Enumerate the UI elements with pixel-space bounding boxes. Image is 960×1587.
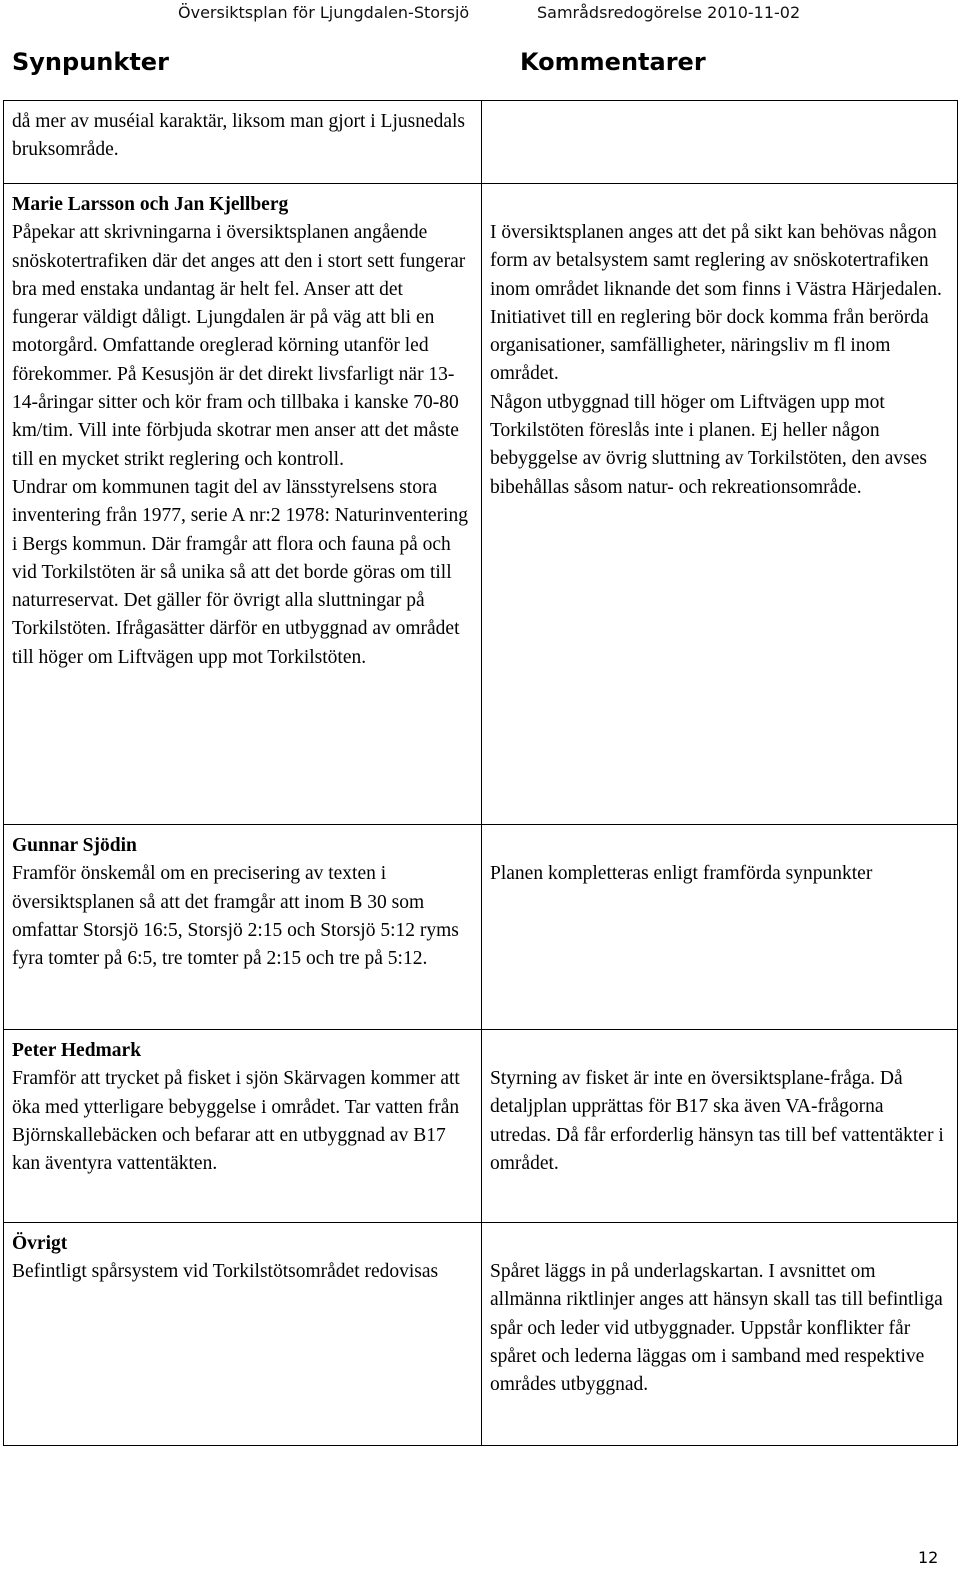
synpunkt-cell [4,1030,482,1223]
remarks-table [3,100,958,1446]
kommentar-cell [482,825,958,1030]
synpunkt-cell [4,1223,482,1446]
kommentar-cell [482,184,958,825]
kommentar-cell [482,101,958,184]
table-row [4,1030,958,1223]
table-row [4,184,958,825]
kommentar-cell [482,1223,958,1446]
kommentar-text: Spåret läggs in på underlagskartan. I avsnittet om allmänna riktlinjer anges att hänsyn skall tas till befintliga spår och leder vid utbyggnader. Uppstår konflikter får spåret och lederna läggas om i samband med respektive områdes utbyggnad. [490,1261,943,1396]
synpunkt-text: Befintligt spårsystem vid Torkilstötsområdet redovisas [12,1261,439,1283]
synpunkt-cell [4,184,482,825]
kommentar-text: Planen kompletteras enligt framförda synpunkter [490,863,873,884]
kommentar-text: Någon utbyggnad till höger om Liftvägen upp mot Torkilstöten föreslås inte i planen. Ej heller någon bebyggelse av övrig sluttning av Torkilstöten, den avses bibehållas såsom natur- och rekreationsområde. [490,391,927,498]
table-row [4,1223,958,1446]
kommentar-cell [482,1030,958,1223]
synpunkter-heading: Synpunkter [12,48,169,76]
respondent-name: Gunnar Sjödin [12,835,137,856]
synpunkt-cell [4,825,482,1030]
respondent-name: Peter Hedmark [12,1040,142,1061]
synpunkt-text: Undrar om kommunen tagit del av länsstyrelsens stora inventering från 1977, serie A nr:2 1978: Naturinventering i Bergs kommun. Där framgår att flora och fauna på och vid Torkilstöten är så unika så att det borde göras om till naturreservat. Det gäller för övrigt alla sluttningar på Torkilstöten. Ifrågasätter därför en utbyggnad av området till höger om Liftvägen upp mot Torkilstöten. [12,476,468,668]
synpunkt-text: då mer av muséial karaktär, liksom man gjort i Ljusnedals bruksområde. [12,111,466,161]
respondent-name: Marie Larsson och Jan Kjellberg [12,194,289,215]
kommentarer-heading: Kommentarer [520,48,706,76]
synpunkt-text: Framför att trycket på fisket i sjön Skärvagen kommer att öka med ytterligare bebyggelse i området. Tar vatten från Björnskallebäcken och befarar att en utbyggnad av B17 kan äventyra vattentäkten. [12,1068,460,1175]
synpunkt-cell [4,101,482,184]
table-row [4,101,958,184]
kommentar-text: Styrning av fisket är inte en översiktsplane-fråga. Då detaljplan upprättas för B17 ska även VA-frågorna utredas. Då får erforderlig hänsyn tas till bef vattentäkter i området. [490,1068,944,1174]
page-number: 12 [918,1548,939,1567]
table-row [4,825,958,1030]
synpunkt-text: Påpekar att skrivningarna i översiktsplanen angående snöskotertrafiken där det anges att den i stort sett fungerar bra med enstaka undantag är helt fel. Anser att det fungerar väldigt dåligt. Ljungdalen är på väg att bli en motorgård. Omfattande oreglerad körning utanför led förekommer. På Kesusjön är det direkt livsfarligt när 13-14-åringar sitter och kör fram och tillbaka i kanske 70-80 km/tim. Vill inte förbjuda skotrar men anser att det måste till en mycket strikt reglering och kontroll. [12,222,466,470]
kommentar-text: I översiktsplanen anges att det på sikt kan behövas någon form av betalsystem samt reglering av snöskotertrafiken inom området liknande det som finns i Västra Härjedalen. Initiativet till en reglering bör dock komma från berörda organisationer, samfälligheter, näringsliv m fl inom området. [490,222,942,385]
synpunkt-text: Framför önskemål om en precisering av texten i översiktsplanen så att det framgår att inom B 30 som omfattar Storsjö 16:5, Storsjö 2:15 och Storsjö 5:12 ryms fyra tomter på 6:5, tre tomter på 2:15 och tre på 5:12. [12,863,459,970]
document-title: Översiktsplan för Ljungdalen-Storsjö [178,3,470,22]
respondent-name: Övrigt [12,1233,68,1254]
running-header [0,0,960,28]
document-date: Samrådsredogörelse 2010-11-02 [537,3,801,22]
